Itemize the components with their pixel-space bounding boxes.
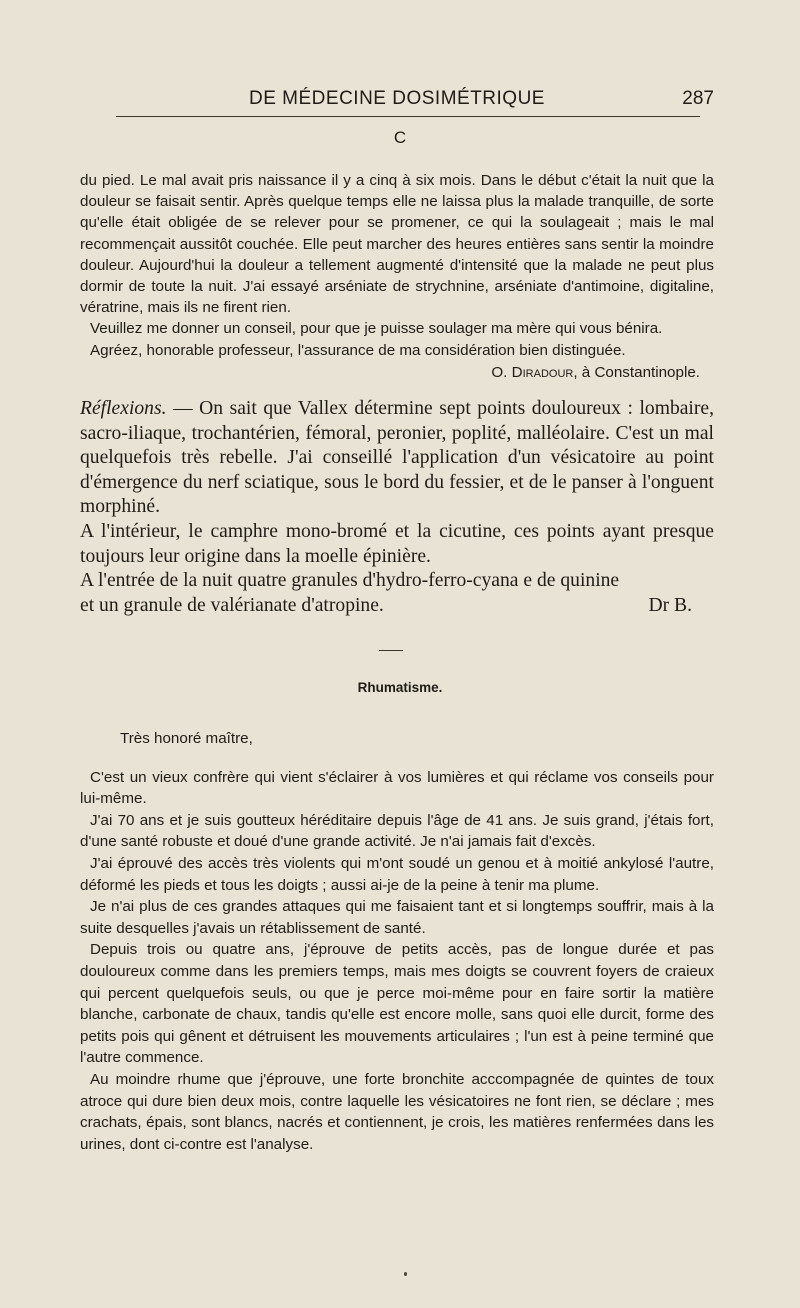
reflexions-text: et un granule de valérianate d'atropine. (80, 594, 384, 616)
reflexions-lead: Réflexions. (80, 398, 167, 419)
letter-paragraph: Agréez, honorable professeur, l'assurance de ma considération bien distinguée. (90, 341, 626, 359)
letter-paragraph: Veuillez me donner un conseil, pour que je puisse soulager ma mère qui vous bénira. (90, 320, 663, 338)
signature-initial: O. (491, 363, 508, 381)
page-number: 287 (682, 88, 714, 109)
section-title: Rhumatisme. (357, 680, 443, 695)
letter-paragraph: J'ai éprouvé des accès très violents qui m'ont soudé un genou et à moitié ankylosé l'autre, déformé les pieds et tous les doigts ; aussi ai-je de la peine à tenir ma plume. (80, 854, 714, 894)
letter-paragraph: Je n'ai plus de ces grandes attaques qui me faisaient tant et si longtemps souffrir, mais à la suite desquelles j'avais un rétablissement de santé. (80, 898, 714, 937)
letter-paragraph: C'est un vieux confrère qui vient s'éclairer à vos lumières et qui réclame vos conseils pour lui-même. (80, 768, 714, 808)
letter-text (80, 170, 714, 383)
reflexions-text: — On sait que Vallex détermine sept points douloureux : lombaire, sacro-iliaque, trochantérien, fémoral, peronier, poplité, malléolaire. C'est un mal quelquefois très rebelle. J'ai conseillé l'application d'un vésicatoire au point d'émergence du nerf sciatique, sous le bord du fessier, et de le panser à l'onguent morphiné. (80, 398, 714, 518)
header-rule (116, 116, 700, 117)
letter-paragraph: du pied. Le mal avait pris naissance il y a cinq à six mois. Dans le début c'était la nuit que la douleur se faisait sentir. Après quelque temps elle ne laissa plus la malade tranquille, de sorte qu'elle était obligée de se relever pour se promener, ce qui la soulageait ; mais le mal recommençait aussitôt couchée. Elle peut marcher des heures entières sans sentir la moindre douleur. Aujourd'hui la douleur a tellement augmenté d'intensité que la malade ne peut plus dormir de toute la nuit. J'ai essayé arséniate de strychnine, arséniate d'antimoine, digitaline, vératrine, mais ils ne firent rien. (80, 172, 714, 317)
rhumatisme-letter (80, 728, 714, 1155)
running-head (80, 88, 714, 114)
print-speck (404, 1272, 407, 1276)
section-letter: C (393, 128, 407, 147)
running-title: DE MÉDECINE DOSIMÉTRIQUE (249, 88, 545, 109)
letter-paragraph: J'ai 70 ans et je suis goutteux héréditaire depuis l'âge de 41 ans. Je suis grand, j'étais fort, d'une santé robuste et doué d'une grande activité. Je n'ai jamais fait d'excès. (80, 811, 714, 851)
reflexions-paragraph: A l'intérieur, le camphre mono-bromé et la cicutine, ces points ayant presque toujours leur origine dans la moelle épinière. (80, 520, 714, 567)
letter-signature (80, 362, 714, 383)
salutation: Très honoré maître, (120, 730, 253, 747)
reflexions-sign-line (80, 594, 714, 619)
reflexions-paragraph (80, 397, 714, 520)
signature-place: , à Constantinople. (573, 363, 700, 381)
signature-name: Diradour (511, 363, 574, 381)
reflexions-section (80, 397, 714, 618)
reflexions-signature: Dr B. (648, 594, 692, 616)
letter-paragraph: Au moindre rhume que j'éprouve, une forte bronchite acccompagnée de quintes de toux atroce qui dure bien deux mois, contre laquelle les vésicatoires ne font rien, se déclare ; mes crachats, épais, sont blancs, nacrés et contiennent, je crois, les matières renfermées dans les urines, dont ci-contre est l'analyse. (80, 1070, 714, 1153)
reflexions-paragraph: A l'entrée de la nuit quatre granules d'hydro-ferro-cyana e de quinine (80, 570, 620, 592)
letter-paragraph: Depuis trois ou quatre ans, j'éprouve de petits accès, pas de longue durée et pas douloureux comme dans les premiers temps, mais mes doigts se couvrent foyers de craieux qui percent quelquefois seuls, ou que je perce moi-même pour en faire sortir la matière blanche, carbonate de chaux, tandis qu'elle est encore molle, sans quoi elle durcit, forme des petits pois qui gênent et détruisent les mouvements articulaires ; l'un est à peine terminé que l'autre commence. (80, 941, 714, 1067)
section-divider (379, 650, 403, 651)
